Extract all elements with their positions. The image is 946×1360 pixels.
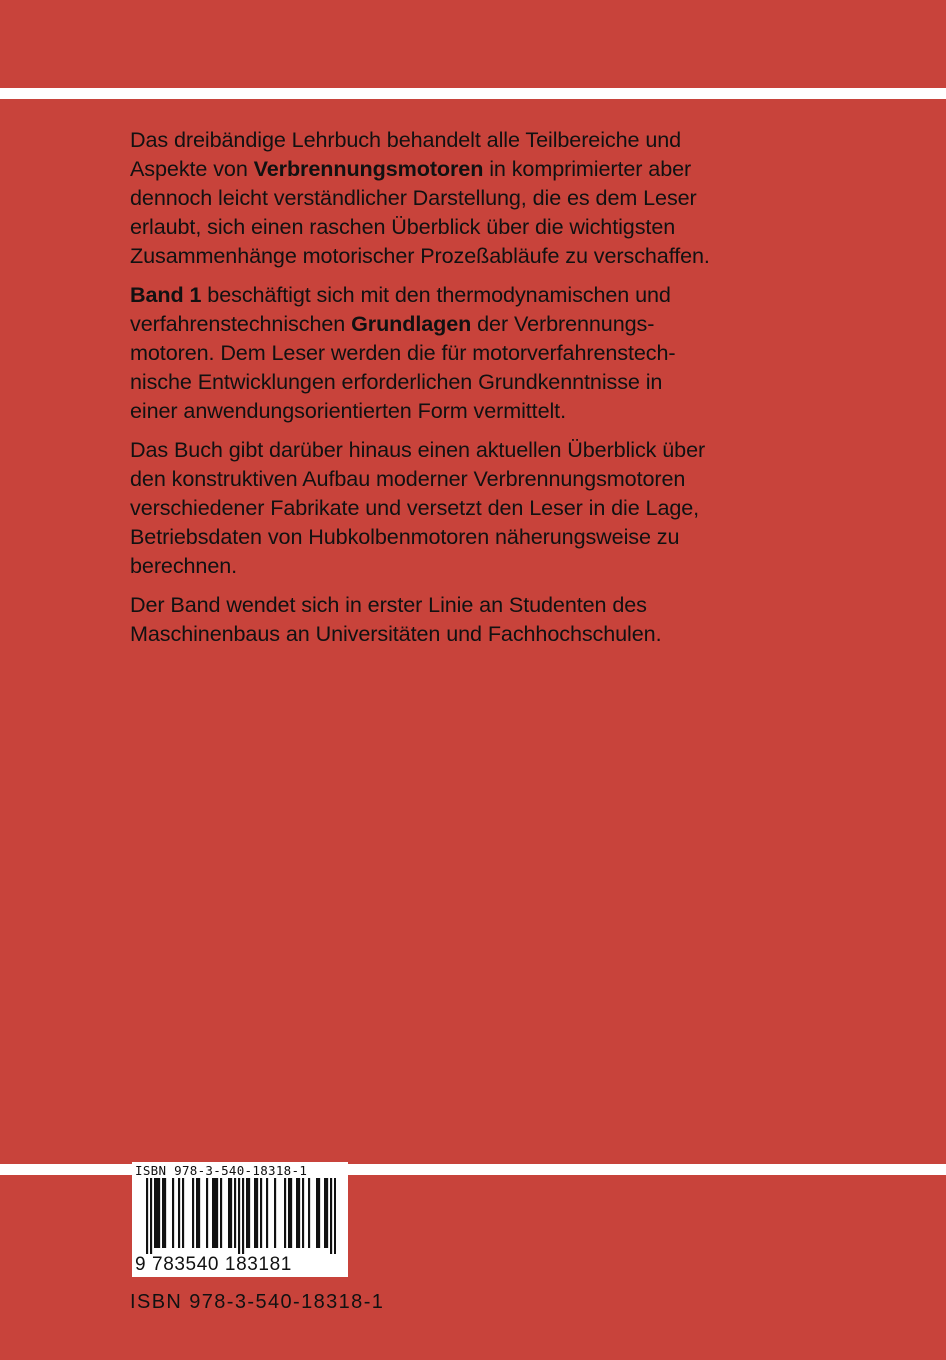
text-segment: dennoch leicht verständlicher Darstellung, die es dem Leser — [130, 185, 697, 210]
barcode-bar — [288, 1178, 290, 1248]
barcode-bar — [284, 1178, 286, 1248]
barcode-bar — [192, 1178, 194, 1248]
barcode-bar — [206, 1178, 208, 1248]
text-segment: nische Entwicklungen erforderlichen Grundkenntnisse in — [130, 369, 663, 394]
barcode-bar — [212, 1178, 214, 1248]
text-segment: beschäftigt sich mit den thermodynamischen und — [201, 282, 671, 307]
text-line — [130, 154, 830, 183]
barcode-bar — [154, 1178, 156, 1248]
bold-text: Grundlagen — [351, 311, 472, 336]
text-segment: motoren. Dem Leser werden die für motorverfahrenstech- — [130, 340, 676, 365]
text-segment: Betriebsdaten von Hubkolbenmotoren näherungsweise zu — [130, 524, 680, 549]
barcode-bar — [274, 1178, 276, 1248]
text-line — [130, 212, 830, 241]
paragraph-4 — [130, 590, 830, 648]
text-line — [130, 280, 830, 309]
barcode-bar — [230, 1178, 232, 1248]
text-line — [130, 241, 830, 270]
barcode-bar — [214, 1178, 216, 1248]
text-line — [130, 435, 830, 464]
barcode-bar — [334, 1178, 336, 1254]
text-segment: Das Buch gibt darüber hinaus einen aktuellen Überblick über — [130, 437, 706, 462]
barcode-isbn-label: ISBN 978-3-540-18318-1 — [135, 1163, 308, 1178]
blurb-text — [130, 125, 830, 658]
text-segment: berechnen. — [130, 553, 238, 578]
text-segment: in komprimierter aber — [483, 156, 692, 181]
paragraph-1 — [130, 125, 830, 270]
barcode-bar — [302, 1178, 304, 1248]
barcode-bar — [216, 1178, 218, 1248]
text-line — [130, 125, 830, 154]
text-line — [130, 309, 830, 338]
barcode-bar — [260, 1178, 262, 1248]
barcode-bar — [172, 1178, 174, 1248]
isbn-number: ISBN 978-3-540-18318-1 — [130, 1291, 385, 1313]
barcode-bar — [248, 1178, 250, 1248]
barcode-bar — [290, 1178, 292, 1248]
text-segment: den konstruktiven Aufbau moderner Verbrennungsmotoren — [130, 466, 686, 491]
text-segment: verschiedener Fabrikate und versetzt den Leser in die Lage, — [130, 495, 700, 520]
barcode-digits: 9 783540 183181 — [135, 1254, 292, 1275]
barcode-bar — [246, 1178, 248, 1248]
bold-text: Verbrennungsmotoren — [253, 156, 484, 181]
top-white-stripe — [0, 88, 946, 99]
text-line — [130, 522, 830, 551]
text-segment: Zusammenhänge motorischer Prozeßabläufe zu verschaffen. — [130, 243, 710, 268]
text-segment: Das dreibändige Lehrbuch behandelt alle Teilbereiche und — [130, 127, 682, 152]
text-line — [130, 619, 830, 648]
barcode-bar — [238, 1178, 240, 1254]
barcode-bar — [220, 1178, 222, 1248]
text-segment: Der Band wendet sich in erster Linie an Studenten des — [130, 592, 647, 617]
barcode-bar — [308, 1178, 310, 1248]
barcode-bar — [196, 1178, 198, 1248]
barcode-bar — [182, 1178, 184, 1248]
barcode-bar — [330, 1178, 332, 1254]
text-line — [130, 590, 830, 619]
text-line — [130, 338, 830, 367]
barcode-bars — [146, 1178, 336, 1254]
text-segment: erlaubt, sich einen raschen Überblick über die wichtigsten — [130, 214, 676, 239]
barcode-label — [132, 1162, 348, 1277]
barcode-bar — [254, 1178, 256, 1248]
text-segment: Aspekte von — [130, 156, 254, 181]
bold-text: Band 1 — [130, 282, 202, 307]
text-line — [130, 551, 830, 580]
text-line — [130, 464, 830, 493]
barcode-bar — [156, 1178, 158, 1248]
barcode-bar — [242, 1178, 244, 1254]
barcode-bar — [158, 1178, 160, 1248]
barcode-bar — [164, 1178, 166, 1248]
barcode-bar — [266, 1178, 268, 1248]
barcode-bar — [296, 1178, 298, 1248]
barcode-bar — [162, 1178, 164, 1248]
paragraph-2 — [130, 280, 830, 425]
barcode-bar — [298, 1178, 300, 1248]
barcode-bar — [178, 1178, 180, 1248]
barcode-bar — [146, 1178, 148, 1254]
text-segment: verfahrenstechnischen — [130, 311, 352, 336]
text-line — [130, 183, 830, 212]
text-line — [130, 396, 830, 425]
text-segment: Maschinenbaus an Universitäten und Fachhochschulen. — [130, 621, 662, 646]
barcode-bar — [228, 1178, 230, 1248]
barcode-bar — [324, 1178, 326, 1248]
barcode-bar — [326, 1178, 328, 1248]
barcode-bar — [234, 1178, 236, 1248]
barcode-bar — [256, 1178, 258, 1248]
barcode-bar — [150, 1178, 152, 1254]
paragraph-3 — [130, 435, 830, 580]
barcode-bar — [318, 1178, 320, 1248]
barcode-bar — [316, 1178, 318, 1248]
text-line — [130, 493, 830, 522]
text-segment: der Verbrennungs- — [471, 311, 655, 336]
text-line — [130, 367, 830, 396]
text-segment: einer anwendungsorientierten Form vermittelt. — [130, 398, 566, 423]
barcode-bar — [198, 1178, 200, 1248]
